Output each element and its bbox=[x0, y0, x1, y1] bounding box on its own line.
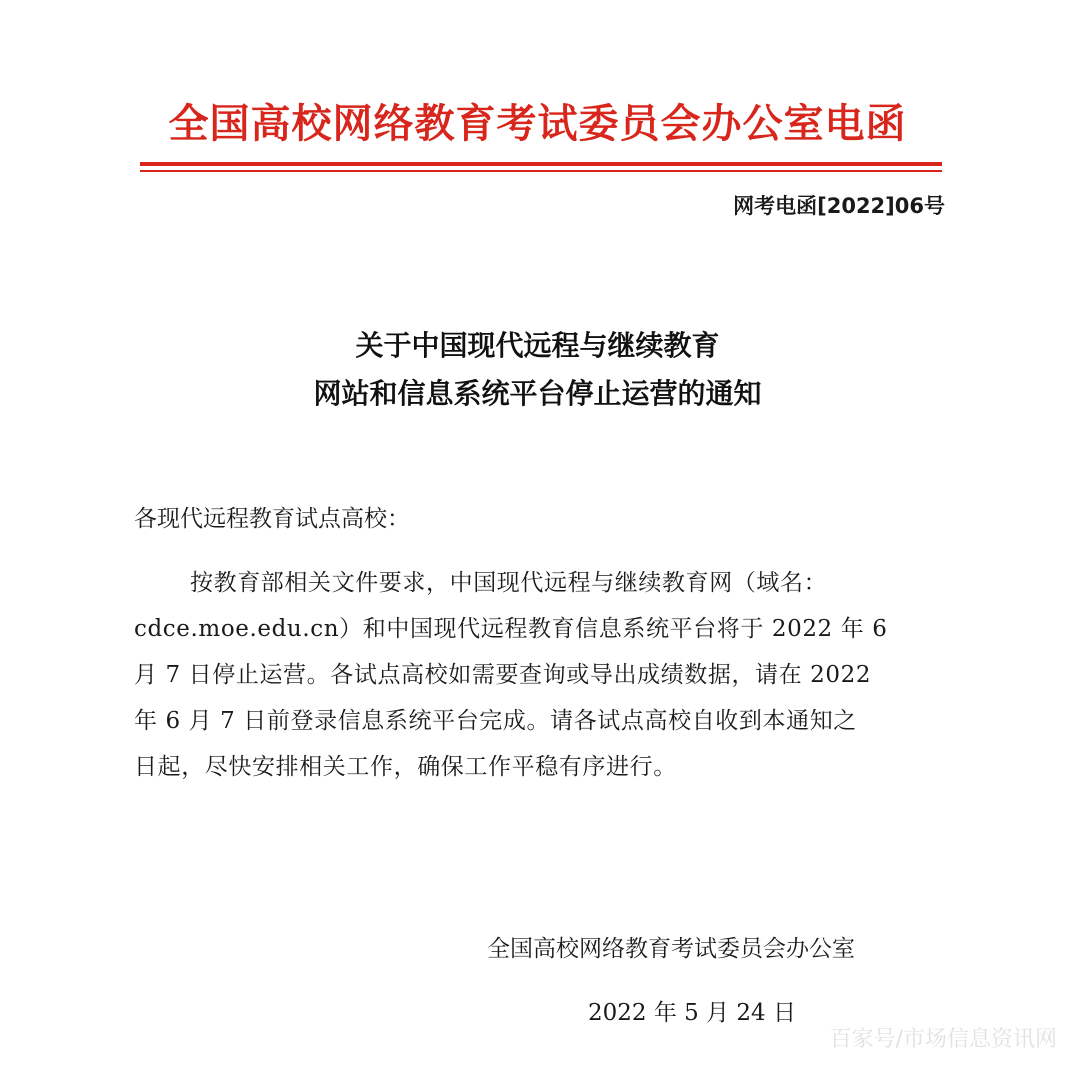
signature-date: 2022 年 5 月 24 日 bbox=[588, 1000, 796, 1026]
body-paragraph-line: cdce.moe.edu.cn）和中国现代远程教育信息系统平台将于 2022 年 6 bbox=[134, 616, 888, 642]
body-paragraph-line: 年 6 月 7 日前登录信息系统平台完成。请各试点高校自收到本通知之 bbox=[134, 708, 857, 734]
body-paragraph-line: 按教育部相关文件要求，中国现代远程与继续教育网（域名： bbox=[190, 570, 828, 596]
signature-organization: 全国高校网络教育考试委员会办公室 bbox=[487, 936, 855, 962]
document-number: 网考电函[2022]06号 bbox=[733, 194, 945, 218]
header-red-rule bbox=[140, 162, 942, 166]
salutation: 各现代远程教育试点高校： bbox=[134, 506, 410, 532]
notice-title-line-1: 关于中国现代远程与继续教育 bbox=[355, 329, 720, 362]
watermark: 百家号/市场信息资讯网 bbox=[829, 1027, 1057, 1052]
body-paragraph-line: 月 7 日停止运营。各试点高校如需要查询或导出成绩数据，请在 2022 bbox=[134, 662, 872, 688]
header-red-rule-thin bbox=[140, 170, 942, 172]
agency-header-title: 全国高校网络教育考试委员会办公室电函 bbox=[168, 101, 907, 147]
body-paragraph-line: 日起，尽快安排相关工作，确保工作平稳有序进行。 bbox=[134, 754, 677, 780]
notice-title-line-2: 网站和信息系统平台停止运营的通知 bbox=[313, 377, 762, 410]
